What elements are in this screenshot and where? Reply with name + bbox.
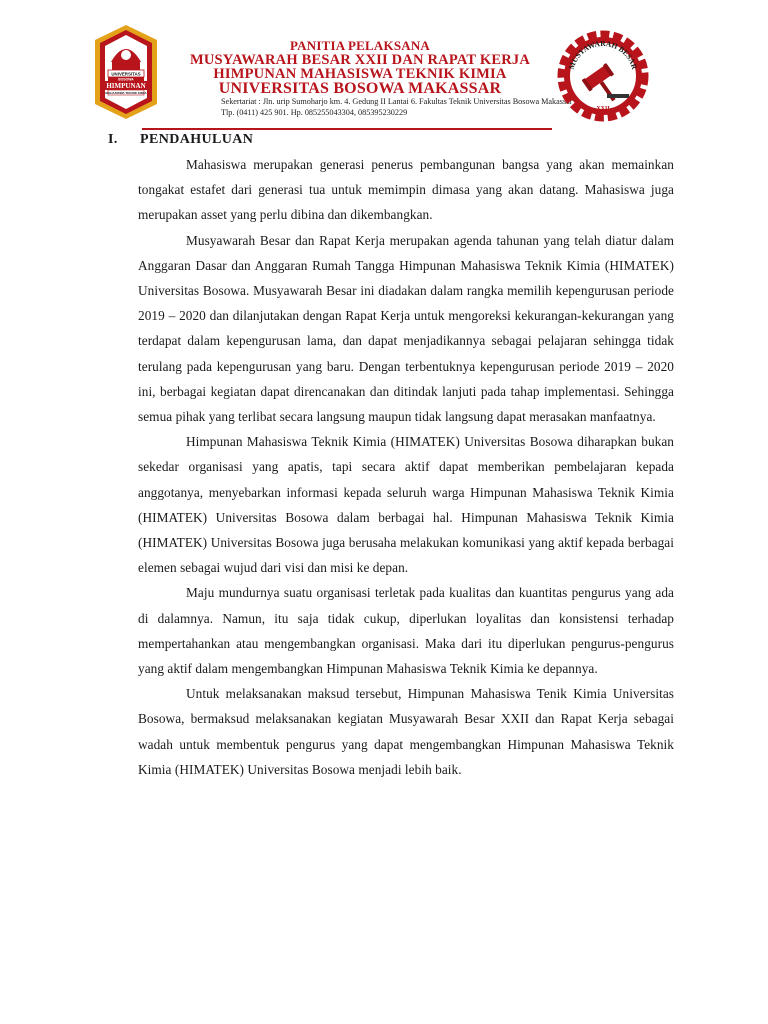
letterhead — [0, 0, 768, 130]
logo-text-edition: XXII — [596, 106, 610, 112]
event-title: MUSYAWARAH BESAR XXII DAN RAPAT KERJA — [189, 52, 530, 68]
committee-title: PANITIA PELAKSANA — [289, 38, 431, 53]
logo-text-mtk: MAHASISWA TEKNIK KIMIA — [105, 90, 147, 95]
section-heading — [108, 130, 676, 150]
section-body — [138, 152, 674, 782]
university-title: UNIVERSITAS BOSOWA MAKASSAR — [218, 80, 502, 97]
document-body — [108, 130, 676, 782]
paragraph-3: Himpunan Mahasiswa Teknik Kimia (HIMATEK) Universitas Bosowa diharapkan bukan sekedar organisasi yang apatis, tapi secara aktif dapat memberikan pembelajaran kepada anggotanya, menyebarkan informasi kepada seluruh warga Himpunan Mahasiswa Teknik Kimia (HIMATEK) Universitas Bosowa dalam berbagai hal. Himpunan Mahasiswa Teknik Kimia (HIMATEK) Universitas Bosowa juga berusaha melakukan komunikasi yang aktif kepada berbagai elemen sebagai wujud dari visi dan misi ke depan. — [138, 434, 674, 576]
letterhead-text — [160, 38, 573, 118]
himatek-shield-logo — [92, 22, 160, 122]
secretariat-address: Sekertariat : Jln. urip Sumoharjo km. 4. Gedung II Lantai 6. Fakultas Teknik Universitas Bosowa Makassar — [221, 97, 573, 106]
paragraph-1: Mahasiswa merupakan generasi penerus pembangunan bangsa yang akan memainkan tongakat estafet dari generasi tua untuk memimpin dimasa yang akan datang. Mahasiswa juga merupakan asset yang perlu dibina dan dikembangkan. — [138, 157, 674, 223]
logo-text-event: MUSYAWARAH BESAR — [566, 38, 640, 71]
paragraph-4: Maju mundurnya suatu organisasi terletak pada kualitas dan kuantitas pengurus yang ada di dalamnya. Namun, itu saja tidak cukup, diperlukan loyalitas dan konsistensi terhadap mempertahankan atau mengembangkan organisasi. Maka dari itu diperlukan pengurus-pengurus yang aktif dalam mengembangkan Himpunan Mahasiswa Teknik Kimia ke depannya. — [138, 585, 674, 677]
contact-phone: Tlp. (0411) 425 901. Hp. 085255043304, 085395230229 — [221, 108, 408, 117]
gavel-gear-logo — [557, 30, 649, 122]
logo-text-universitas: UNIVERSITAS — [111, 71, 141, 77]
paragraph-2: Musyawarah Besar dan Rapat Kerja merupakan agenda tahunan yang telah diatur dalam Anggaran Dasar dan Anggaran Rumah Tangga Himpunan Mahasiswa Teknik Kimia (HIMATEK) Universitas Bosowa. Musyawarah Besar ini diadakan dalam rangka memilih kepengurusan periode 2019 – 2020 dan dilanjutakan dengan Rapat Kerja untuk mengoreksi kekurangan-kekurangan yang terdapat dalam kepengurusan lama, dan dapat menjadikannya sebagai pelajaran sehingga tidak terulang pada kepengurusan yang baru. Dengan terbentuknya kepengurusan periode 2019 – 2020 ini, berbagai kegiatan dapat direncanakan dan ditindak lanjuti pada tahap implementasi. Sehingga semua pihak yang terlibat secara langsung maupun tidak langsung dapat merasakan manfaatnya. — [138, 232, 674, 425]
section-number: I. — [108, 132, 118, 147]
logo-text-himpunan: HIMPUNAN — [106, 82, 146, 90]
organization-title: HIMPUNAN MAHASISWA TEKNIK KIMIA — [213, 66, 507, 82]
section-title: PENDAHULUAN — [140, 132, 254, 147]
logo-text-bosowa: BOSOWA — [118, 77, 134, 82]
paragraph-5: Untuk melaksanakan maksud tersebut, Himpunan Mahasiswa Tenik Kimia Universitas Bosowa, bermaksud melaksanakan kegiatan Musyawarah Besar XXII dan Rapat Kerja sebagai wadah untuk membentuk pengurus yang dapat mengembangkan Himpunan Mahasiswa Teknik Kimia (HIMATEK) Universitas Bosowa menjadi lebih baik. — [138, 686, 674, 777]
